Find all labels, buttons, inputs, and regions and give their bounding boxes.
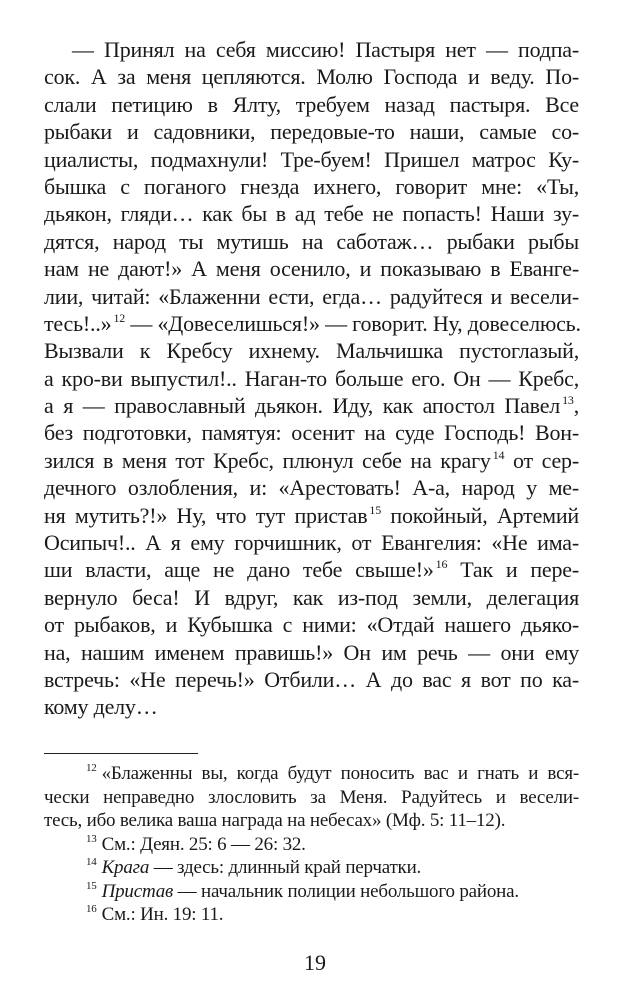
text-line: лии, читай: «Блаженни ести, егда… радуйтеся и весели- xyxy=(44,283,579,309)
text-line: Вызвали к Кребсу ихнему. Мальчишка пустоглазый, xyxy=(44,338,579,364)
page-number: 19 xyxy=(304,950,326,975)
footnote-term: Пристав xyxy=(101,880,174,902)
text-line xyxy=(44,310,579,337)
footnote-separator xyxy=(44,753,198,754)
text-line xyxy=(44,502,579,529)
footnote-ref-15[interactable]: 15 xyxy=(369,502,382,517)
footnote-ref-12[interactable]: 12 xyxy=(113,310,126,325)
footnote-16 xyxy=(44,903,579,927)
text-line: бышка с поганого гнезда ихнего, говорит мне: «Ты, xyxy=(44,173,579,199)
text-line xyxy=(44,392,579,419)
text-line: — Принял на себя миссию! Пастыря нет — подпа- xyxy=(72,37,579,62)
text-line: а кро-ви выпустил!.. Наган-то больше его. Он — Кребс, xyxy=(44,365,579,391)
text-segment: зился в меня тот Кребс, плюнул себе на крагу xyxy=(44,447,491,473)
text-line: Осипыч!.. А я ему горчишник, от Евангелия: «Не има- xyxy=(44,530,579,556)
text-line: слали петицию в Ялту, требуем назад пастыря. Все xyxy=(44,91,579,117)
text-segment: ня мутить?!» Ну, что тут пристав xyxy=(44,502,368,528)
text-line: нам не дают!» А меня осенило, и показываю в Еванге- xyxy=(44,256,579,282)
footnote-ref-13[interactable]: 13 xyxy=(562,393,574,408)
footnote-12-line: чески неправедно злословить за Меня. Радуйтесь и весели- xyxy=(44,786,579,808)
text-segment: ши власти, аще не дано тебе свыше!» xyxy=(44,557,434,583)
footnote-number: 16 xyxy=(86,903,97,915)
footnote-text: См.: Ин. 19: 11. xyxy=(101,904,224,925)
footnote-number: 13 xyxy=(86,832,97,845)
text-line: дятся, народ ты мутишь на саботаж… рыбаки рыбы xyxy=(44,228,579,254)
footnote-12 xyxy=(44,762,579,786)
footnote-number: 14 xyxy=(86,856,97,868)
text-segment: тесь!..» xyxy=(44,310,112,336)
text-line: от рыбаков, и Кубышка с ними: «Отдай нашего дьяко- xyxy=(44,612,579,638)
footnote-ref-16[interactable]: 16 xyxy=(435,557,448,572)
text-segment: а я — православный дьякон. Иду, как апостол Павел xyxy=(44,393,561,419)
footnote-term: Крага xyxy=(101,857,150,878)
text-line: циалисты, подмахнули! Тре-буем! Пришел матрос Ку- xyxy=(44,146,579,172)
text-line: дечного озлобления, и: «Арестовать! А-а, народ у ме- xyxy=(44,475,579,501)
footnote-text: — начальник полиции небольшого района. xyxy=(173,880,519,902)
book-page-body xyxy=(44,36,579,721)
footnote-text: — здесь: длинный край перчатки. xyxy=(149,857,422,878)
footnote-15 xyxy=(44,880,579,904)
footnote-text: См.: Деян. 25: 6 — 26: 32. xyxy=(101,833,306,855)
footnote-ref-14[interactable]: 14 xyxy=(492,447,505,462)
footnote-number: 15 xyxy=(86,879,97,892)
text-segment: , xyxy=(573,393,579,419)
text-line: кому делу… xyxy=(44,694,158,720)
text-segment: Так и пере- xyxy=(447,557,579,583)
text-line xyxy=(44,556,579,583)
text-line: без подготовки, памятуя: осенит на суде Господь! Вон- xyxy=(44,420,579,446)
footnote-14 xyxy=(44,856,579,880)
footnote-number: 12 xyxy=(86,762,97,774)
text-line: дьякон, гляди… как бы в ад тебе не попасть! Наши зу- xyxy=(44,201,579,227)
text-line: рыбаки и садовники, передовые-то наши, самые со- xyxy=(44,119,579,145)
text-line: вернуло беса! И вдруг, как из-под земли, делегация xyxy=(44,584,579,610)
text-line: встречь: «Не перечь!» Отбили… А до вас я вот по ка- xyxy=(44,666,579,692)
text-line xyxy=(44,447,579,474)
footnote-text: «Блаженны вы, когда будут поносить вас и гнать и вся- xyxy=(101,763,579,784)
text-line: сок. А за меня цепляются. Молю Господа и веду. По- xyxy=(44,64,579,90)
footnotes-section xyxy=(44,762,579,927)
text-segment: — «Довеселишься!» — говорит. Ну, довеселюсь. xyxy=(125,310,581,336)
footnote-12-line: тесь, ибо велика ваша награда на небесах» (Мф. 5: 11–12). xyxy=(44,810,506,831)
main-paragraph xyxy=(44,36,579,721)
text-line: на, нашим именем правишь!» Он им речь — они ему xyxy=(44,639,579,665)
text-segment: от сер- xyxy=(504,447,579,473)
text-segment: покойный, Артемий xyxy=(381,502,580,528)
footnote-13 xyxy=(44,833,579,857)
